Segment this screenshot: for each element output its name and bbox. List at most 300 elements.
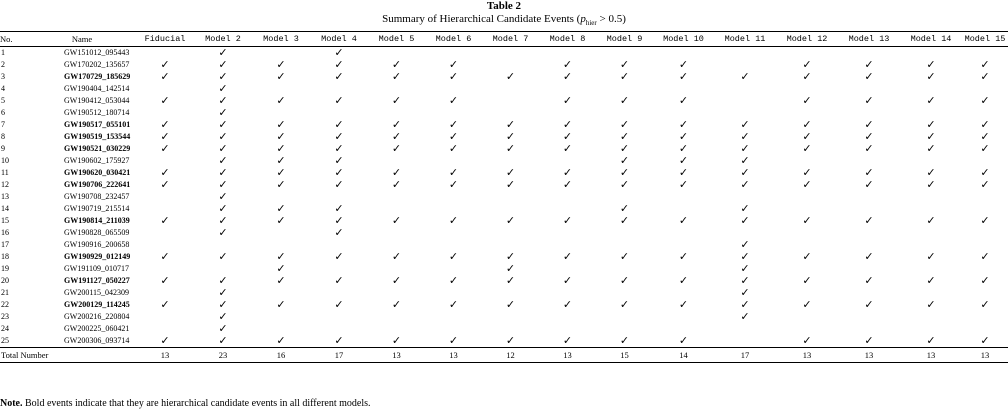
check-mark-icon: ✓ [334, 214, 344, 227]
check-mark-icon: ✓ [218, 250, 228, 263]
check-mark-icon: ✓ [276, 142, 286, 155]
check-mark-icon: ✓ [276, 94, 286, 107]
check-mark-icon: ✓ [218, 202, 228, 215]
check-mark-icon: ✓ [505, 298, 516, 311]
check-mark-icon: ✓ [678, 58, 689, 71]
check-mark-icon: ✓ [802, 70, 812, 83]
check-mark-icon: ✓ [619, 154, 630, 167]
check-mark-icon: ✓ [619, 94, 630, 107]
header-model: Model 15 [962, 32, 1008, 47]
check-mark-icon: ✓ [448, 298, 459, 311]
empty-cell [714, 83, 776, 95]
row-number: 10 [1, 156, 9, 165]
check-mark-icon: ✓ [740, 310, 750, 323]
check-mark-icon: ✓ [678, 142, 689, 155]
header-model: Model 10 [653, 32, 714, 47]
check-mark-icon: ✓ [218, 166, 228, 179]
check-mark-icon: ✓ [926, 94, 936, 107]
check-mark-icon: ✓ [678, 298, 689, 311]
header-model: Model 4 [310, 32, 368, 47]
total-value: 23 [194, 348, 252, 363]
check-mark-icon: ✓ [740, 250, 750, 263]
check-mark-icon: ✓ [218, 274, 228, 287]
check-mark-icon: ✓ [562, 142, 573, 155]
event-name: GW151012_095443 [64, 48, 130, 57]
check-mark-icon: ✓ [160, 214, 170, 227]
check-mark-icon: ✓ [562, 298, 573, 311]
check-mark-icon: ✓ [160, 130, 170, 143]
check-mark-icon: ✓ [505, 262, 516, 275]
check-mark-icon: ✓ [505, 178, 516, 191]
header-model: Model 11 [714, 32, 776, 47]
event-name: GW200115_042309 [64, 288, 130, 297]
check-mark-icon: ✓ [802, 130, 812, 143]
check-mark-icon: ✓ [276, 214, 286, 227]
check-mark-icon: ✓ [740, 214, 750, 227]
check-mark-icon: ✓ [740, 298, 750, 311]
row-number: 6 [1, 108, 5, 117]
check-mark-icon: ✓ [160, 274, 170, 287]
check-mark-icon: ✓ [505, 274, 516, 287]
check-mark-icon: ✓ [678, 166, 689, 179]
caption-prefix: Summary of Hierarchical Candidate Events ( [382, 13, 581, 25]
total-value: 13 [962, 348, 1008, 363]
check-mark-icon: ✓ [864, 298, 874, 311]
check-mark-icon: ✓ [619, 250, 630, 263]
table-row [0, 215, 1008, 227]
check-mark-icon: ✓ [619, 178, 630, 191]
event-name: GW170729_185629 [64, 72, 131, 81]
event-name: GW190412_053044 [64, 96, 130, 105]
empty-cell [838, 191, 900, 203]
check-mark-icon: ✓ [505, 166, 516, 179]
empty-cell [368, 227, 425, 239]
check-mark-icon: ✓ [448, 58, 459, 71]
check-mark-icon: ✓ [864, 58, 874, 71]
event-name: GW191127_050227 [64, 276, 130, 285]
check-mark-icon: ✓ [276, 178, 286, 191]
check-mark-icon: ✓ [802, 214, 812, 227]
table-row [0, 143, 1008, 155]
header-model: Model 13 [838, 32, 900, 47]
table-row [0, 311, 1008, 323]
table-row [0, 335, 1008, 348]
check-mark-icon: ✓ [334, 58, 344, 71]
event-name: GW190719_215514 [64, 204, 130, 213]
check-mark-icon: ✓ [864, 118, 874, 131]
check-mark-icon: ✓ [562, 166, 573, 179]
empty-cell [539, 227, 596, 239]
check-mark-icon: ✓ [448, 130, 459, 143]
check-mark-icon: ✓ [448, 142, 459, 155]
check-mark-icon: ✓ [619, 334, 630, 347]
check-mark-icon: ✓ [802, 274, 812, 287]
check-mark-icon: ✓ [926, 334, 936, 347]
check-mark-icon: ✓ [334, 250, 344, 263]
table-title-block [0, 0, 1008, 30]
check-mark-icon: ✓ [218, 58, 228, 71]
event-name: GW190512_180714 [64, 108, 130, 117]
check-mark-icon: ✓ [505, 142, 516, 155]
event-name: GW170202_135657 [64, 60, 130, 69]
row-number: 3 [1, 72, 5, 81]
check-mark-icon: ✓ [391, 166, 402, 179]
row-number: 24 [1, 324, 9, 333]
check-mark-icon: ✓ [926, 118, 936, 131]
check-mark-icon: ✓ [619, 118, 630, 131]
check-mark-icon: ✓ [926, 298, 936, 311]
check-mark-icon: ✓ [740, 238, 750, 251]
total-value: 12 [482, 348, 539, 363]
check-mark-icon: ✓ [864, 334, 874, 347]
note-text: Bold events indicate that they are hierarchical candidate events in all different models. [22, 398, 371, 409]
check-mark-icon: ✓ [160, 250, 170, 263]
empty-cell [482, 227, 539, 239]
header-row [0, 32, 1008, 47]
table-row [0, 155, 1008, 167]
check-mark-icon: ✓ [276, 202, 286, 215]
event-name: GW190708_232457 [64, 192, 130, 201]
empty-cell [776, 191, 838, 203]
header-model: Model 12 [776, 32, 838, 47]
row-number: 4 [1, 84, 5, 93]
header-model: Model 3 [252, 32, 310, 47]
check-mark-icon: ✓ [619, 214, 630, 227]
check-mark-icon: ✓ [802, 58, 812, 71]
check-mark-icon: ✓ [864, 250, 874, 263]
empty-cell [900, 191, 962, 203]
row-number: 9 [1, 144, 5, 153]
event-name: GW190929_012149 [64, 252, 131, 261]
empty-cell [653, 227, 714, 239]
header-model: Model 9 [596, 32, 653, 47]
check-mark-icon: ✓ [334, 154, 344, 167]
event-name: GW190602_175927 [64, 156, 130, 165]
row-number: 13 [1, 192, 9, 201]
check-mark-icon: ✓ [391, 94, 402, 107]
empty-cell [252, 311, 310, 323]
check-mark-icon: ✓ [160, 334, 170, 347]
check-mark-icon: ✓ [334, 178, 344, 191]
empty-cell [900, 227, 962, 239]
table-row [0, 167, 1008, 179]
check-mark-icon: ✓ [276, 130, 286, 143]
check-mark-icon: ✓ [926, 58, 936, 71]
check-mark-icon: ✓ [740, 70, 750, 83]
check-mark-icon: ✓ [980, 274, 990, 287]
check-mark-icon: ✓ [334, 274, 344, 287]
table-row [0, 203, 1008, 215]
check-mark-icon: ✓ [926, 214, 936, 227]
empty-cell [596, 227, 653, 239]
header-model: Fiducial [136, 32, 194, 47]
check-mark-icon: ✓ [802, 142, 812, 155]
check-mark-icon: ✓ [218, 214, 228, 227]
check-mark-icon: ✓ [678, 154, 689, 167]
total-value: 13 [539, 348, 596, 363]
total-row [0, 348, 1008, 363]
caption-var-subscript: hier [585, 19, 597, 28]
row-number: 16 [1, 228, 9, 237]
check-mark-icon: ✓ [864, 70, 874, 83]
check-mark-icon: ✓ [218, 226, 228, 239]
check-mark-icon: ✓ [218, 310, 228, 323]
header-no: No. [0, 32, 28, 47]
empty-cell [539, 191, 596, 203]
check-mark-icon: ✓ [218, 106, 228, 119]
table-row [0, 263, 1008, 275]
row-number: 1 [1, 48, 5, 57]
total-value: 13 [838, 348, 900, 363]
check-mark-icon: ✓ [864, 214, 874, 227]
row-number: 8 [1, 132, 5, 141]
check-mark-icon: ✓ [740, 262, 750, 275]
check-mark-icon: ✓ [505, 70, 516, 83]
check-mark-icon: ✓ [926, 166, 936, 179]
check-mark-icon: ✓ [391, 118, 402, 131]
header-model: Model 6 [425, 32, 482, 47]
row-number: 17 [1, 240, 9, 249]
check-mark-icon: ✓ [276, 298, 286, 311]
check-mark-icon: ✓ [802, 178, 812, 191]
check-mark-icon: ✓ [980, 298, 990, 311]
check-mark-icon: ✓ [678, 94, 689, 107]
check-mark-icon: ✓ [334, 166, 344, 179]
check-mark-icon: ✓ [160, 58, 170, 71]
total-label: Total Number [0, 348, 136, 363]
event-name: GW200216_220804 [64, 312, 130, 321]
empty-cell [539, 311, 596, 323]
check-mark-icon: ✓ [218, 286, 228, 299]
event-name: GW190519_153544 [64, 132, 131, 141]
check-mark-icon: ✓ [980, 166, 990, 179]
table-row [0, 299, 1008, 311]
check-mark-icon: ✓ [160, 166, 170, 179]
empty-cell [482, 311, 539, 323]
empty-cell [596, 311, 653, 323]
check-mark-icon: ✓ [276, 70, 286, 83]
check-mark-icon: ✓ [864, 94, 874, 107]
check-mark-icon: ✓ [334, 70, 344, 83]
check-mark-icon: ✓ [218, 82, 228, 95]
table-row [0, 227, 1008, 239]
check-mark-icon: ✓ [505, 334, 516, 347]
empty-cell [482, 47, 539, 60]
check-mark-icon: ✓ [802, 94, 812, 107]
check-mark-icon: ✓ [562, 334, 573, 347]
table-label: Table 2 [486, 0, 522, 12]
check-mark-icon: ✓ [334, 202, 344, 215]
check-mark-icon: ✓ [391, 334, 402, 347]
check-mark-icon: ✓ [740, 202, 750, 215]
event-name: GW190521_030229 [64, 144, 131, 153]
table-row [0, 275, 1008, 287]
check-mark-icon: ✓ [740, 286, 750, 299]
check-mark-icon: ✓ [980, 250, 990, 263]
check-mark-icon: ✓ [505, 250, 516, 263]
check-mark-icon: ✓ [218, 46, 228, 59]
check-mark-icon: ✓ [562, 274, 573, 287]
check-mark-icon: ✓ [448, 118, 459, 131]
check-mark-icon: ✓ [678, 334, 689, 347]
check-mark-icon: ✓ [926, 130, 936, 143]
check-mark-icon: ✓ [864, 130, 874, 143]
check-mark-icon: ✓ [864, 178, 874, 191]
empty-cell [776, 227, 838, 239]
check-mark-icon: ✓ [562, 178, 573, 191]
check-mark-icon: ✓ [562, 94, 573, 107]
total-value: 17 [310, 348, 368, 363]
empty-cell [136, 191, 194, 203]
caption-var-letter: p [580, 13, 586, 25]
event-name: GW190814_211039 [64, 216, 130, 225]
header-model: Model 2 [194, 32, 252, 47]
check-mark-icon: ✓ [980, 178, 990, 191]
check-mark-icon: ✓ [864, 142, 874, 155]
check-mark-icon: ✓ [160, 118, 170, 131]
check-mark-icon: ✓ [334, 142, 344, 155]
check-mark-icon: ✓ [926, 250, 936, 263]
table-row [0, 83, 1008, 95]
empty-cell [900, 311, 962, 323]
empty-cell [653, 311, 714, 323]
check-mark-icon: ✓ [926, 274, 936, 287]
check-mark-icon: ✓ [740, 130, 750, 143]
empty-cell [962, 191, 1008, 203]
check-mark-icon: ✓ [218, 130, 228, 143]
empty-cell [482, 95, 539, 107]
check-mark-icon: ✓ [802, 118, 812, 131]
empty-cell [425, 311, 482, 323]
header-model: Model 5 [368, 32, 425, 47]
check-mark-icon: ✓ [505, 214, 516, 227]
check-mark-icon: ✓ [391, 70, 402, 83]
table-row [0, 131, 1008, 143]
check-mark-icon: ✓ [562, 58, 573, 71]
empty-cell [714, 47, 776, 60]
header-model: Model 7 [482, 32, 539, 47]
check-mark-icon: ✓ [448, 250, 459, 263]
row-number: 12 [1, 180, 9, 189]
header-model: Model 8 [539, 32, 596, 47]
check-mark-icon: ✓ [391, 58, 402, 71]
check-mark-icon: ✓ [391, 178, 402, 191]
table-row [0, 95, 1008, 107]
check-mark-icon: ✓ [980, 70, 990, 83]
check-mark-icon: ✓ [678, 130, 689, 143]
empty-cell [838, 311, 900, 323]
empty-cell [425, 191, 482, 203]
check-mark-icon: ✓ [276, 154, 286, 167]
check-mark-icon: ✓ [980, 334, 990, 347]
check-mark-icon: ✓ [926, 178, 936, 191]
check-mark-icon: ✓ [562, 118, 573, 131]
table-row [0, 323, 1008, 335]
table-row [0, 287, 1008, 299]
check-mark-icon: ✓ [334, 298, 344, 311]
check-mark-icon: ✓ [740, 178, 750, 191]
check-mark-icon: ✓ [678, 250, 689, 263]
empty-cell [653, 191, 714, 203]
row-number: 18 [1, 252, 9, 261]
event-name: GW190404_142514 [64, 84, 130, 93]
empty-cell [252, 227, 310, 239]
check-mark-icon: ✓ [619, 130, 630, 143]
check-mark-icon: ✓ [160, 298, 170, 311]
check-mark-icon: ✓ [678, 70, 689, 83]
row-number: 22 [1, 300, 9, 309]
check-mark-icon: ✓ [448, 70, 459, 83]
check-mark-icon: ✓ [740, 154, 750, 167]
check-mark-icon: ✓ [334, 94, 344, 107]
empty-cell [838, 227, 900, 239]
table-row [0, 251, 1008, 263]
check-mark-icon: ✓ [678, 274, 689, 287]
check-mark-icon: ✓ [334, 334, 344, 347]
row-number: 23 [1, 312, 9, 321]
check-mark-icon: ✓ [276, 166, 286, 179]
check-mark-icon: ✓ [740, 274, 750, 287]
table-row [0, 71, 1008, 83]
check-mark-icon: ✓ [926, 70, 936, 83]
check-mark-icon: ✓ [802, 334, 812, 347]
check-mark-icon: ✓ [802, 250, 812, 263]
total-value: 13 [425, 348, 482, 363]
check-mark-icon: ✓ [276, 58, 286, 71]
total-value: 17 [714, 348, 776, 363]
check-mark-icon: ✓ [740, 118, 750, 131]
total-value: 16 [252, 348, 310, 363]
events-table [0, 31, 1008, 363]
check-mark-icon: ✓ [802, 298, 812, 311]
total-value: 13 [900, 348, 962, 363]
check-mark-icon: ✓ [334, 118, 344, 131]
total-value: 13 [368, 348, 425, 363]
check-mark-icon: ✓ [218, 298, 228, 311]
check-mark-icon: ✓ [678, 214, 689, 227]
check-mark-icon: ✓ [160, 70, 170, 83]
check-mark-icon: ✓ [619, 202, 630, 215]
empty-cell [482, 191, 539, 203]
check-mark-icon: ✓ [276, 262, 286, 275]
event-name: GW200306_093714 [64, 336, 130, 345]
check-mark-icon: ✓ [448, 334, 459, 347]
table-row [0, 239, 1008, 251]
check-mark-icon: ✓ [391, 130, 402, 143]
total-value: 14 [653, 348, 714, 363]
event-name: GW190828_065509 [64, 228, 130, 237]
check-mark-icon: ✓ [619, 58, 630, 71]
check-mark-icon: ✓ [980, 130, 990, 143]
check-mark-icon: ✓ [448, 274, 459, 287]
empty-cell [776, 311, 838, 323]
row-number: 14 [1, 204, 9, 213]
check-mark-icon: ✓ [218, 94, 228, 107]
table-body [0, 47, 1008, 363]
check-mark-icon: ✓ [562, 130, 573, 143]
event-name: GW200225_060421 [64, 324, 130, 333]
table-row [0, 47, 1008, 60]
empty-cell [136, 311, 194, 323]
event-name: GW200129_114245 [64, 300, 130, 309]
check-mark-icon: ✓ [980, 118, 990, 131]
check-mark-icon: ✓ [562, 214, 573, 227]
check-mark-icon: ✓ [980, 94, 990, 107]
check-mark-icon: ✓ [619, 274, 630, 287]
header-name: Name [28, 32, 136, 47]
check-mark-icon: ✓ [276, 274, 286, 287]
row-number: 19 [1, 264, 9, 273]
